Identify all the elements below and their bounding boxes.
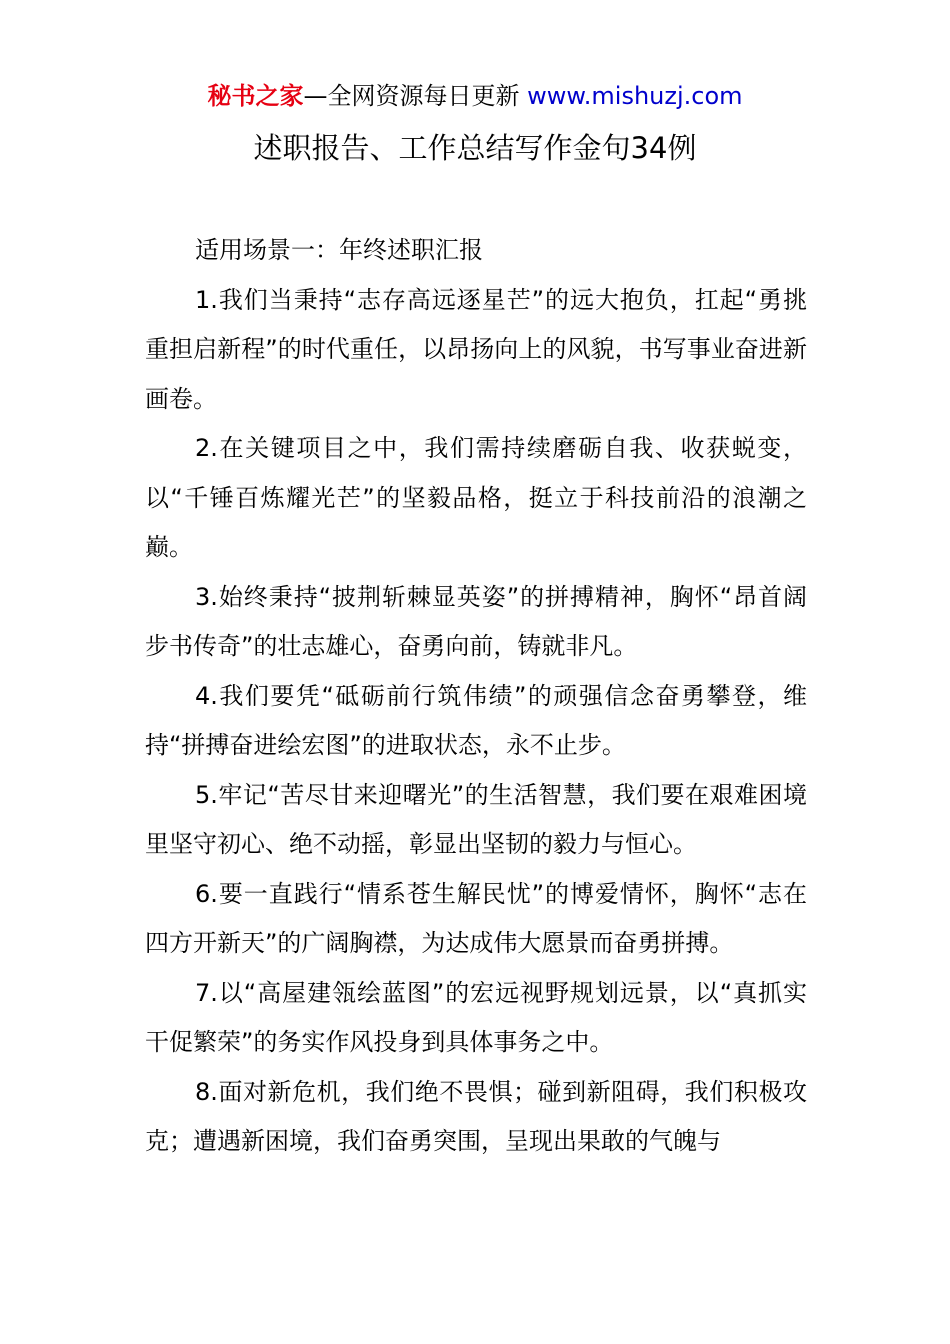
paragraph-2: 2.在关键项目之中，我们需持续磨砺自我、收获蜕变，以“千锤百炼耀光芒”的坚毅品格，挺立于科技前沿的浪潮之巅。 (145, 434, 807, 561)
section-heading: 适用场景一：年终述职汇报 (195, 236, 483, 264)
document-title: 述职报告、工作总结写作金句34例 (253, 131, 697, 165)
paragraph-8: 8.面对新危机，我们绝不畏惧；碰到新阻碍，我们积极攻克；遭遇新困境，我们奋勇突围，呈现出果敢的气魄与 (145, 1077, 807, 1155)
paragraph-4: 4.我们要凭“砥砺前行筑伟绩”的顽强信念奋勇攀登，维持“拼搏奋进绘宏图”的进取状态，永不止步。 (145, 681, 807, 759)
paragraph-1: 1.我们当秉持“志存高远逐星芒”的远大抱负，扛起“勇挑重担启新程”的时代重任，以昂扬向上的风貌，书写事业奋进新画卷。 (145, 285, 807, 413)
site-header (0, 80, 950, 112)
brand-name: 秘书之家 (207, 82, 304, 110)
document-body (145, 226, 807, 1167)
paragraph-6: 6.要一直践行“情系苍生解民忧”的博爱情怀，胸怀“志在四方开新天”的广阔胸襟，为达成伟大愿景而奋勇拼搏。 (145, 879, 807, 957)
paragraph-3: 3.始终秉持“披荆斩棘显英姿”的拼搏精神，胸怀“昂首阔步书传奇”的壮志雄心，奋勇向前，铸就非凡。 (145, 582, 807, 660)
paragraph-7: 7.以“高屋建瓴绘蓝图”的宏远视野规划远景，以“真抓实干促繁荣”的务实作风投身到具体事务之中。 (145, 978, 807, 1056)
paragraph-5: 5.牢记“苦尽甘来迎曙光”的生活智慧，我们要在艰难困境里坚守初心、绝不动摇，彰显出坚韧的毅力与恒心。 (145, 780, 807, 858)
site-url-link[interactable]: www.mishuzj.com (527, 82, 743, 110)
site-slogan: —全网资源每日更新 (303, 82, 528, 110)
